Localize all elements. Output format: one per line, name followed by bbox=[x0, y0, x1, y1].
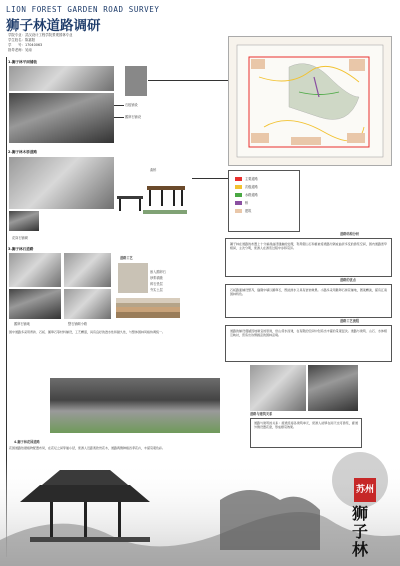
section-4-title: 4.狮子林花园道路 bbox=[14, 440, 40, 444]
section-3-photo-2 bbox=[64, 253, 111, 287]
section-2-title: 2.狮子林木桥道路 bbox=[8, 150, 38, 154]
map-connector-2 bbox=[192, 178, 232, 179]
legend-label: 水路道路 bbox=[245, 193, 258, 197]
info-line-1: 学院专业：武汉设计工程学院景观园林专业 bbox=[8, 33, 73, 37]
bridge-pier bbox=[181, 190, 183, 206]
section-1-title: 1.狮子林平面铺装 bbox=[8, 60, 38, 64]
section-2-photo bbox=[9, 157, 114, 209]
layer-2: 砂浆填缝 bbox=[150, 276, 163, 280]
bridge-pier bbox=[161, 190, 163, 206]
section-4-paragraph: 花园道路依据植物配置布局，在花坛之间穿插小径，使游人近距离欣赏花木，道路两侧种植四季花卉，丰富景观色彩。 bbox=[9, 446, 166, 450]
paving-title: 道路工艺 bbox=[120, 256, 133, 260]
legend-label: 主要道路 bbox=[245, 177, 258, 181]
s3-label-1: 鹅卵石铺地 bbox=[14, 322, 30, 326]
legend-label: 建筑 bbox=[245, 209, 252, 213]
pavilion-column bbox=[84, 502, 87, 537]
legend-item bbox=[235, 191, 295, 199]
paving-sample bbox=[118, 263, 148, 293]
info-line-3: 学 号：17040063 bbox=[8, 43, 43, 47]
text-box-1 bbox=[225, 238, 392, 277]
callout-line bbox=[114, 105, 124, 106]
paragraph-1: 狮子林在道路的布置上十分重视曲径通幽的处理，利用假山石和植被将道路分隔成曲折多变的游览空间，园内道路宽窄相间，主次分明，使游人在游览过程中步移景异。 bbox=[230, 242, 387, 251]
bridge-pier bbox=[119, 199, 121, 211]
text-box-2 bbox=[225, 284, 392, 318]
pavilion-base bbox=[30, 537, 150, 542]
legend-item bbox=[235, 183, 295, 191]
title-zh: 狮子林道路调研 bbox=[6, 18, 101, 34]
layer-mortar bbox=[116, 303, 180, 307]
layer-soil bbox=[116, 312, 180, 318]
analysis-title: 道路结构分析 bbox=[340, 232, 360, 236]
layer-4: 夯实土层 bbox=[150, 288, 163, 292]
pavilion-column bbox=[50, 502, 53, 537]
paragraph-5: 道路与建筑的关系：廊道连接各建筑单元，使游人能够在雨天也可游览，廊道外侧设置花窗，形成框景效果。 bbox=[254, 421, 358, 430]
section-3-photo-4 bbox=[64, 289, 111, 319]
legend-swatch bbox=[235, 193, 242, 197]
legend-swatch bbox=[235, 177, 242, 181]
paving-section bbox=[116, 298, 180, 320]
pavilion-column bbox=[118, 502, 121, 537]
s1-label-2: 鹅卵石铺设 bbox=[125, 115, 141, 119]
info-line-2: 学生姓名：陈嘉阳 bbox=[8, 38, 36, 42]
bridge-pier bbox=[149, 190, 151, 206]
s1-detail-photo bbox=[125, 66, 147, 96]
bridge-pier bbox=[173, 190, 175, 206]
layout-title: 道路与建筑关系 bbox=[250, 412, 273, 416]
layer-1: 嵌入鹅卵石 bbox=[150, 270, 166, 274]
bridge-diagram bbox=[113, 176, 193, 236]
brand-title: 狮子林 bbox=[351, 504, 368, 559]
building bbox=[347, 133, 365, 143]
s2-diagram-label: 曲桥 bbox=[150, 168, 157, 172]
right-photo-1 bbox=[250, 365, 306, 411]
brand-seal bbox=[354, 478, 376, 502]
bridge-deck bbox=[117, 196, 143, 199]
ink-wash-scene bbox=[0, 440, 400, 566]
layer-stone bbox=[116, 298, 180, 303]
process-title: 道路工艺流程 bbox=[340, 319, 360, 323]
section-1-photo-top bbox=[9, 66, 114, 91]
building bbox=[251, 59, 265, 69]
pavilion-roof bbox=[20, 485, 150, 502]
legend-item bbox=[235, 207, 295, 215]
building bbox=[349, 59, 365, 71]
bridge-base bbox=[143, 210, 187, 214]
callout-line bbox=[114, 117, 124, 118]
paragraph-3: 道路的铺设遵循因地制宜的原则，依山傍水而建，在有限的空间中创造出丰富的景观层次。道路与建筑、山石、水体相互映衬，营造出诗情画意的园林意境。 bbox=[230, 329, 387, 338]
legend-swatch bbox=[235, 209, 242, 213]
map-connector-1 bbox=[148, 80, 228, 81]
legend-item bbox=[235, 175, 295, 183]
legend-swatch bbox=[235, 201, 242, 205]
garden-plan-map bbox=[228, 36, 392, 166]
section-2-detail-photo bbox=[9, 211, 39, 231]
craft-title: 道路的优点 bbox=[340, 278, 356, 282]
legend-item bbox=[235, 199, 295, 207]
section-3-title: 3.狮子林石道路 bbox=[8, 247, 34, 251]
text-box-3 bbox=[225, 325, 392, 362]
paragraph-2: 石板路面铺设整齐，缝隙中填以鹅卵石，既能排水又具有装饰效果。小路多采用鹅卵石拼花铺地，图案精美，富有江南园林特色。 bbox=[230, 288, 387, 297]
bridge-deck-timber bbox=[147, 186, 185, 190]
brand-seal-text: 苏州 bbox=[355, 485, 374, 495]
section-4-photo bbox=[50, 378, 220, 433]
section-3-paragraph: 园中道路多采用青砖、石板、鹅卵石等材料铺设，工艺精湛，具有良好的透水性和耐久性，与整体园林风格协调统一。 bbox=[9, 330, 166, 334]
building bbox=[251, 133, 269, 143]
section-3-photo-1 bbox=[9, 253, 61, 287]
plan-svg bbox=[229, 37, 391, 165]
layer-3: 碎石垫层 bbox=[150, 282, 163, 286]
s1-label-1: 石板铺设 bbox=[125, 103, 138, 107]
s3-label-2: 整石铺砌小路 bbox=[68, 322, 88, 326]
s2-label-1: 花岗石铺砌 bbox=[12, 236, 28, 240]
section-1-photo-main bbox=[9, 93, 114, 143]
legend-label: 桥 bbox=[245, 201, 249, 205]
legend-box bbox=[228, 170, 300, 232]
legend-swatch bbox=[235, 185, 242, 189]
bridge-pier bbox=[139, 199, 141, 211]
building bbox=[291, 137, 321, 145]
info-line-4: 指导老师：吴南 bbox=[8, 48, 32, 52]
layer-gravel bbox=[116, 307, 180, 312]
title-en: LION FOREST GARDEN ROAD SURVEY bbox=[6, 5, 160, 14]
right-photo-2 bbox=[308, 365, 358, 411]
legend-label: 次级道路 bbox=[245, 185, 258, 189]
section-3-photo-3 bbox=[9, 289, 61, 319]
